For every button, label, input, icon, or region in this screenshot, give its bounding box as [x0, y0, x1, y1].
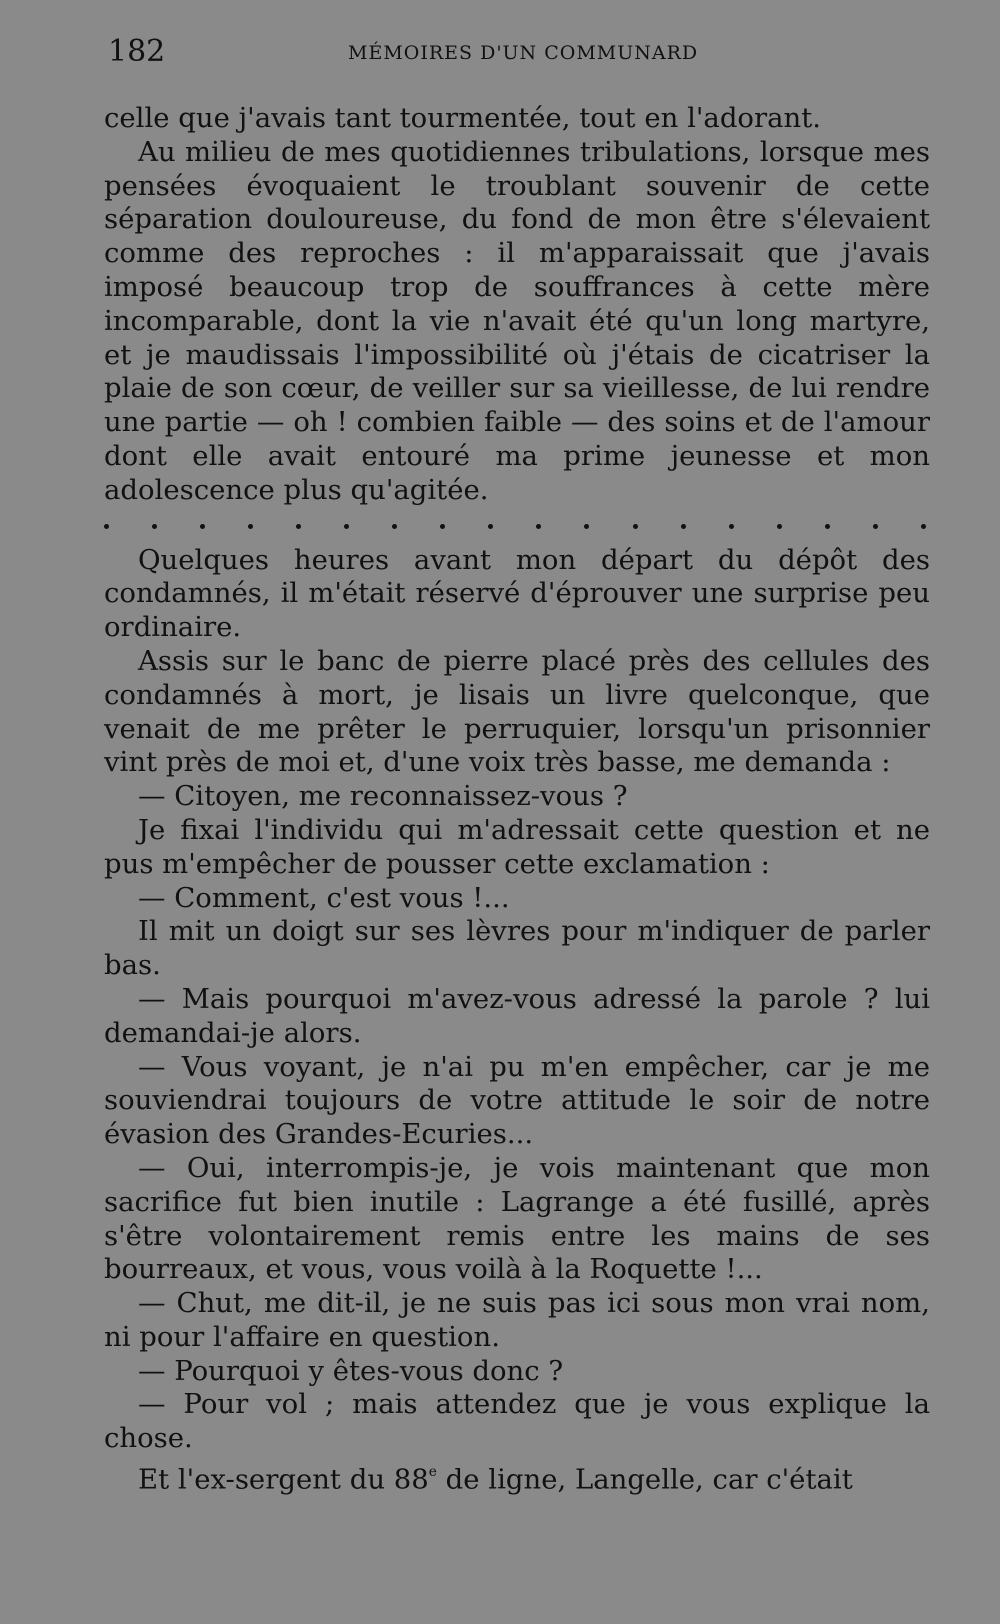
dialogue-line: — Comment, c'est vous !... [138, 881, 510, 914]
paragraph: Je fixai l'individu qui m'adressait cette question et ne pus m'empêcher de pousser cette exclamation : [104, 813, 930, 880]
paragraph: celle que j'avais tant tourmentée, tout en l'adorant. [104, 102, 822, 134]
dialogue-line: — Pour vol ; mais attendez que je vous explique la chose. [104, 1388, 930, 1455]
dialogue-line: — Vous voyant, je n'ai pu m'en empêcher, car je me souviendrai toujours de votre attitude le soir de notre évasion des Grandes-Ecuries... [104, 1050, 930, 1151]
paragraph: Assis sur le banc de pierre placé près des cellules des condamnés à mort, je lisais un livre quelconque, que venait de me prêter le perruquier, lorsqu'un prisonnier vint près de moi et, d'une voix très basse, me demanda : [104, 644, 930, 779]
last-line-text-end: de ligne, Langelle, car c'était [436, 1463, 853, 1496]
dialogue-line: — Oui, interrompis-je, je vois maintenant que mon sacrifice fut bien inutile : Lagrange a été fusillé, après s'être volontairement remis entre les mains de ses bourreaux, et vous, vous voilà à la Roquette !... [104, 1151, 930, 1286]
ordinal-superscript: e [428, 1464, 437, 1481]
page-number: 182 [108, 34, 166, 69]
body-text [104, 102, 930, 1497]
dialogue-line: — Chut, me dit-il, je ne suis pas ici sous mon vrai nom, ni pour l'affaire en question. [104, 1287, 930, 1353]
last-line-text: Et l'ex-sergent du 88 [138, 1463, 429, 1496]
section-break-dots [104, 512, 930, 542]
page-header [108, 34, 930, 74]
dialogue-line: — Mais pourquoi m'avez-vous adressé la parole ? lui demandai-je alors. [104, 982, 930, 1049]
dialogue-line: — Citoyen, me reconnaissez-vous ? [138, 780, 628, 813]
running-title: MÉMOIRES D'UN COMMUNARD [348, 42, 699, 64]
dialogue-line: — Pourquoi y êtes-vous donc ? [138, 1354, 564, 1387]
paragraph: Il mit un doigt sur ses lèvres pour m'indiquer de parler bas. [104, 915, 930, 982]
paragraph-last-line [104, 1456, 930, 1497]
paragraph: Au milieu de mes quotidiennes tribulations, lorsque mes pensées évoquaient le troublant souvenir de cette séparation douloureuse, du fond de mon être s'élevaient comme des reproches : il m'apparaissait que j'avais imposé beaucoup trop de souffrances à cette mère incomparable, dont la vie n'avait été qu'un long martyre, et je maudissais l'impossibilité où j'étais de cicatriser la plaie de son cœur, de veiller sur sa vieillesse, de lui rendre une partie — oh ! combien faible — des soins et de l'amour dont elle avait entouré ma prime jeunesse et mon adolescence plus qu'agitée. [104, 135, 930, 506]
paragraph: Quelques heures avant mon départ du dépôt des condamnés, il m'était réservé d'éprouver une surprise peu ordinaire. [104, 543, 930, 644]
